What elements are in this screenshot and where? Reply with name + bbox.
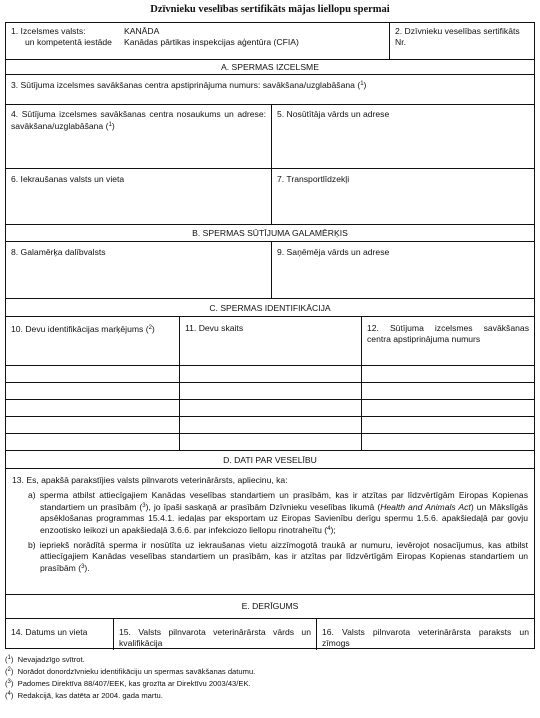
footnote-3: ($^3$) Padomes Direktīva 88/407/EEK, kas grozīta ar Direktīvu 2003/43/EK.: [5, 679, 251, 688]
box8-label: 8. Galamērķa dalībvalsts: [11, 247, 106, 257]
box13-content: [6, 469, 534, 594]
header-row: [6, 23, 534, 60]
box5-label: 5. Nosūtītāja vārds un adrese: [271, 105, 534, 168]
box10-label: 10. Devu identifikācijas marķējums ($^2$): [11, 324, 155, 334]
box13-row: [6, 469, 534, 595]
section-c-heading: [6, 299, 534, 317]
box4-5-row: [6, 105, 534, 169]
box1-label: [6, 23, 119, 59]
table-row: [6, 399, 534, 400]
section-a-title: A. SPERMAS IZCELSME: [221, 62, 319, 72]
box1-label-line2: un kompetentā iestāde: [25, 37, 112, 47]
footnotes: [5, 653, 535, 701]
identification-table: [6, 317, 534, 451]
box4-label: 4. Sūtījuma izcelsmes savākšanas centra nosaukums un adrese: savākšana/uzglabāšana ($^1$): [11, 109, 266, 131]
section-b-heading: [6, 225, 534, 242]
page-title: Dzīvnieku veselības sertifikāts mājas liellopu spermai: [150, 4, 390, 15]
section-e-title: E. DERĪGUMS: [241, 601, 299, 611]
footnote-1: ($^1$) Nevajadzīgo svītrot.: [5, 655, 85, 664]
box13-intro: 13. Es, apakšā parakstījies valsts pilnvarots veterinārārsts, apliecinu, ka:: [12, 475, 288, 485]
box14-label: 14. Datums un vieta: [11, 627, 88, 637]
box16-label: 16. Valsts pilnvarota veterinārārsta paraksts un zīmogs: [316, 619, 534, 650]
box13-item-b: b) iepriekš norādītā sperma ir nosūtīta uz iekraušanas vietu aizzīmogotā traukā ar numuru, ievērojot nosacījumus, kas atbilst attiecīgajiem Kanādas veselības standartiem un prasībām, kas ir atzītas par līdzvērtīgām Eiropas Kopienas standartiem un prasībām ($^3$).: [28, 540, 528, 573]
box2-certificate-number: [389, 23, 534, 59]
table-row: [6, 433, 534, 434]
box1-value: [119, 23, 389, 59]
box1-authority: Kanādas pārtikas inspekcijas aģentūra (CFIA): [124, 37, 299, 47]
box13-item-a: a) sperma atbilst attiecīgajiem Kanādas veselības standartiem un prasībām, kas ir atzītas par līdzvērtīgām Eiropas Kopienas standartiem un prasībām ($^3$), jo īpaši saskaņā ar prasībām Dzīvnieku veselības likumā (Health and Animals Act) un Mākslīgās apsēklošanas programmas 15.4.1. iedaļas par eksportam uz Eiropas Savienību derīgu spermu 1.5.6. apakšiedaļā par govju enzootisko leikozi un apakšiedaļā 3.6.6. par infekciozo liellopu rinotraheītu ($^4$);: [28, 490, 528, 535]
table-row: [6, 416, 534, 417]
section-d-title: D. DATI PAR VESELĪBU: [223, 455, 317, 465]
table-row: [6, 365, 534, 366]
box12-label: 12. Sūtījuma izcelsmes savākšanas centra apstiprinājuma numurs: [361, 317, 534, 450]
certificate-form: [5, 22, 535, 649]
section-e-heading: [6, 595, 534, 619]
box9-label: 9. Saņēmēja vārds un adrese: [271, 242, 534, 298]
box4-footnote-ref: 1: [108, 122, 112, 128]
section-d-heading: [6, 451, 534, 469]
box8-9-row: [6, 242, 534, 299]
box2-label: 2. Dzīvnieku veselības sertifikāts Nr.: [395, 26, 520, 47]
box10-footnote-ref: 2: [148, 325, 152, 331]
table-row: [6, 382, 534, 383]
box6-7-row: [6, 169, 534, 225]
box15-label: 15. Valsts pilnvarota veterinārārsta vārds un kvalifikācija: [113, 619, 316, 650]
box3-row: [6, 75, 534, 105]
box11-label: 11. Devu skaits: [179, 317, 361, 450]
box7-label: 7. Transportlīdzekļi: [271, 169, 534, 224]
box3-footnote-ref: 1: [360, 81, 364, 87]
validation-row: [6, 619, 534, 650]
section-b-title: B. SPERMAS SŪTĪJUMA GALAMĒRĶIS: [192, 228, 348, 238]
box1-label-line1: 1. Izcelsmes valsts:: [11, 26, 86, 36]
box1-country: KANĀDA: [124, 26, 160, 36]
box3-label: 3. Sūtījuma izcelsmes savākšanas centra apstiprinājuma numurs: savākšana/uzglabāšana ($^1$): [11, 80, 367, 90]
section-a-heading: [6, 60, 534, 75]
section-c-title: C. SPERMAS IDENTIFIKĀCIJA: [209, 303, 331, 313]
box6-label: 6. Iekraušanas valsts un vieta: [11, 174, 125, 184]
footnote-4: ($^4$) Redakcijā, kas datēta ar 2004. gada martu.: [5, 691, 163, 700]
footnote-2: ($^2$) Norādot donordzīvnieku identifikāciju un spermas savākšanas datumu.: [5, 667, 256, 676]
